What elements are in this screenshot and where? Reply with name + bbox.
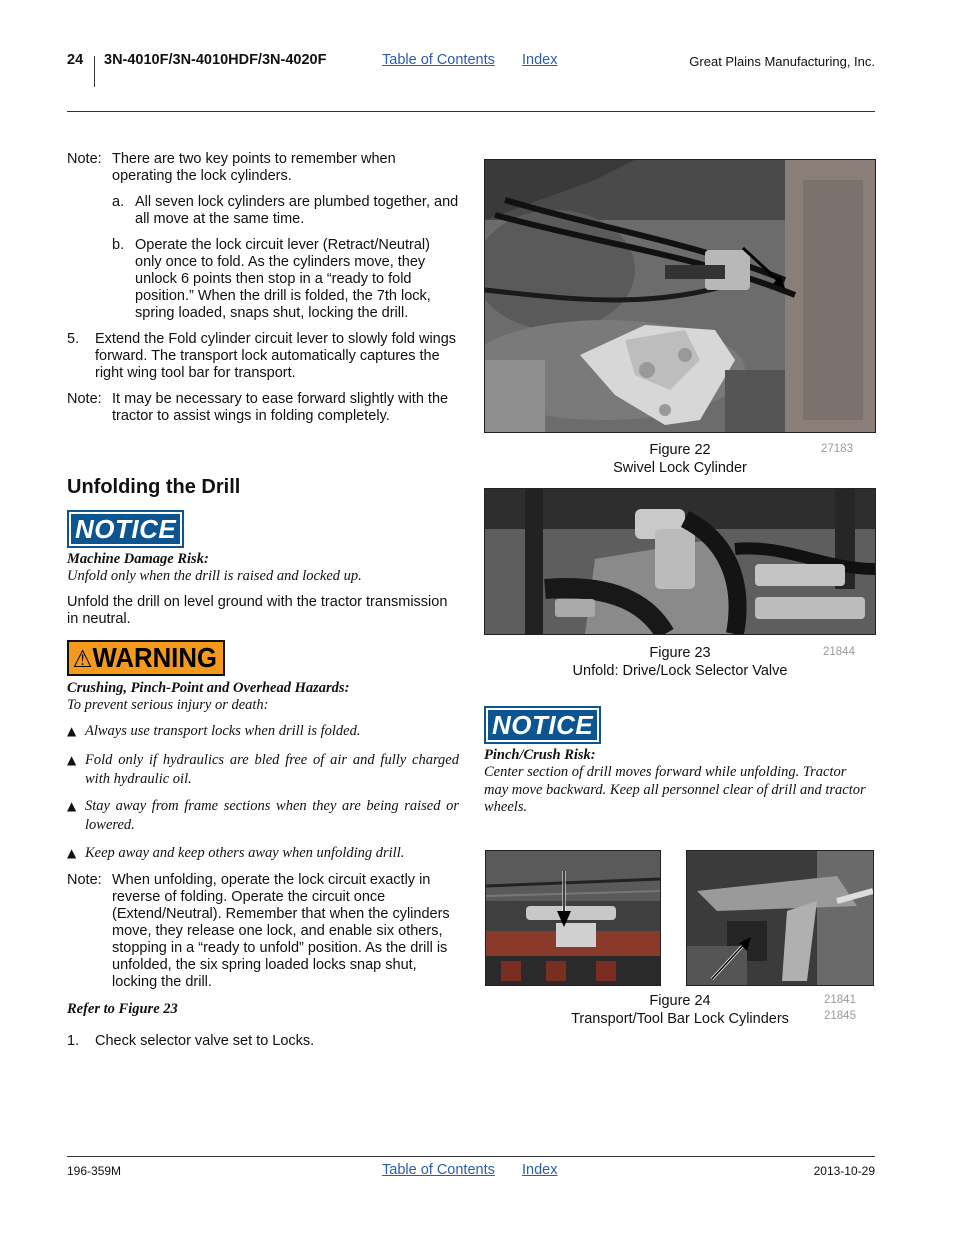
notice-badge: NOTICE [67, 510, 184, 548]
step-text: Check selector valve set to Locks. [95, 1033, 315, 1049]
note-ease-forward [67, 391, 459, 425]
tool-bar-lock-cylinder-illustration [687, 851, 873, 985]
step-1 [67, 1033, 459, 1050]
triangle-bullet-icon: ▲ [67, 753, 77, 767]
note-label: Note: [67, 151, 102, 167]
company-name: Great Plains Manufacturing, Inc. [689, 54, 875, 69]
page-number: 24 [67, 52, 84, 68]
figure-23-photo [484, 488, 876, 635]
figure-22-number: 27183 [821, 443, 853, 455]
refer-figure: Refer to Figure 23 [67, 1001, 178, 1017]
warning-bullet: ▲ Fold only if hydraulics are bled free of air and fully charged with hydraulic oil. [67, 752, 459, 787]
footer-toc-link[interactable]: Table of Contents [382, 1162, 495, 1178]
list-text: All seven lock cylinders are plumbed together, and all move at the same time. [135, 194, 459, 227]
warning-bullet: ▲ Keep away and keep others away when unfolding drill. [67, 845, 405, 861]
list-text: Operate the lock circuit lever (Retract/Neutral) only once to fold. As the cylinders move, they unlock 6 points then stop in a “ready to fold position.” When the drill is folded, the 7th lock, spring loaded, snaps shut, locking the drill. [135, 237, 431, 321]
triangle-bullet-icon: ▲ [67, 799, 77, 813]
note-text: It may be necessary to ease forward slightly with the tractor to assist wings in folding completely. [112, 391, 449, 424]
figure-title: Swivel Lock Cylinder [613, 460, 747, 476]
footer-index-link[interactable]: Index [522, 1162, 558, 1178]
note-text: When unfolding, operate the lock circuit exactly in reverse of folding. Operate the circuit once (Extend/Neutral). Remember that when the cylinders move, they release one lock, and enable six others, stopping in a “ready to unfold” position. As the drill is unfolded, the six spring loaded locks snap shut, locking the drill. [112, 872, 450, 990]
triangle-bullet-icon: ▲ [67, 846, 77, 860]
notice-title: Machine Damage Risk: [67, 551, 209, 567]
header-rule [67, 111, 875, 112]
step-marker: 1. [67, 1033, 80, 1049]
notice-right-text: Center section of drill moves forward while unfolding. Tractor may move backward. Keep all personnel clear of drill and tractor wheels. [484, 764, 866, 815]
notice-text: Unfold only when the drill is raised and locked up. [67, 568, 362, 584]
warning-label: ⚠WARNING [72, 642, 217, 673]
header-divider [94, 56, 95, 87]
figure-23-caption [540, 644, 820, 680]
swivel-lock-cylinder-illustration [485, 160, 875, 432]
footer-rule [67, 1156, 875, 1157]
list-item-b [112, 237, 459, 322]
step-5 [67, 331, 459, 382]
doc-date: 2013-10-29 [813, 1164, 875, 1178]
notice-badge-right: NOTICE [484, 706, 601, 744]
figure-label: Figure 22 [649, 442, 711, 458]
header-toc-link[interactable]: Table of Contents [382, 52, 495, 68]
section-title: Unfolding the Drill [67, 476, 241, 498]
warning-badge [67, 640, 225, 676]
doc-number: 196-359M [67, 1164, 122, 1178]
warning-bullet: ▲ Stay away from frame sections when they are being raised or lowered. [67, 798, 459, 833]
step-text: Extend the Fold cylinder circuit lever to slowly fold wings forward. The transport lock automatically captures the right wing tool bar for transport. [95, 331, 457, 381]
figure-24-photo-left [485, 850, 661, 986]
figure-22-caption [570, 441, 790, 477]
note-label: Note: [67, 872, 102, 888]
figure-title: Unfold: Drive/Lock Selector Valve [572, 663, 788, 679]
para-level-ground: Unfold the drill on level ground with the tractor transmission in neutral. [67, 594, 448, 627]
figure-24-caption [540, 992, 820, 1028]
warning-icon: ⚠ [72, 645, 93, 673]
warning-sub: To prevent serious injury or death: [67, 697, 269, 713]
transport-lock-cylinder-illustration [486, 851, 660, 985]
note-lock-cylinders [67, 151, 459, 185]
figure-23-number: 21844 [823, 646, 855, 658]
warning-title: Crushing, Pinch-Point and Overhead Hazards: [67, 680, 350, 696]
warning-bullet: ▲ Always use transport locks when drill is folded. [67, 723, 361, 739]
figure-label: Figure 24 [649, 993, 711, 1009]
selector-valve-illustration [485, 489, 875, 634]
list-marker: a. [112, 194, 125, 210]
note-text: There are two key points to remember when operating the lock cylinders. [112, 151, 396, 184]
figure-22-photo [484, 159, 876, 433]
list-marker: b. [112, 237, 125, 253]
figure-title: Transport/Tool Bar Lock Cylinders [571, 1011, 789, 1027]
figure-24-photo-right [686, 850, 874, 986]
model-title: 3N-4010F/3N-4010HDF/3N-4020F [104, 52, 327, 68]
note-label: Note: [67, 391, 102, 407]
step-marker: 5. [67, 331, 80, 347]
figure-label: Figure 23 [649, 645, 711, 661]
note-unfolding [67, 872, 459, 991]
figure-24-number-1: 21841 [824, 994, 856, 1006]
notice-right-title: Pinch/Crush Risk: [484, 747, 596, 763]
header-index-link[interactable]: Index [522, 52, 558, 68]
triangle-bullet-icon: ▲ [67, 724, 77, 738]
list-item-a [112, 194, 459, 228]
figure-24-number-2: 21845 [824, 1010, 856, 1022]
